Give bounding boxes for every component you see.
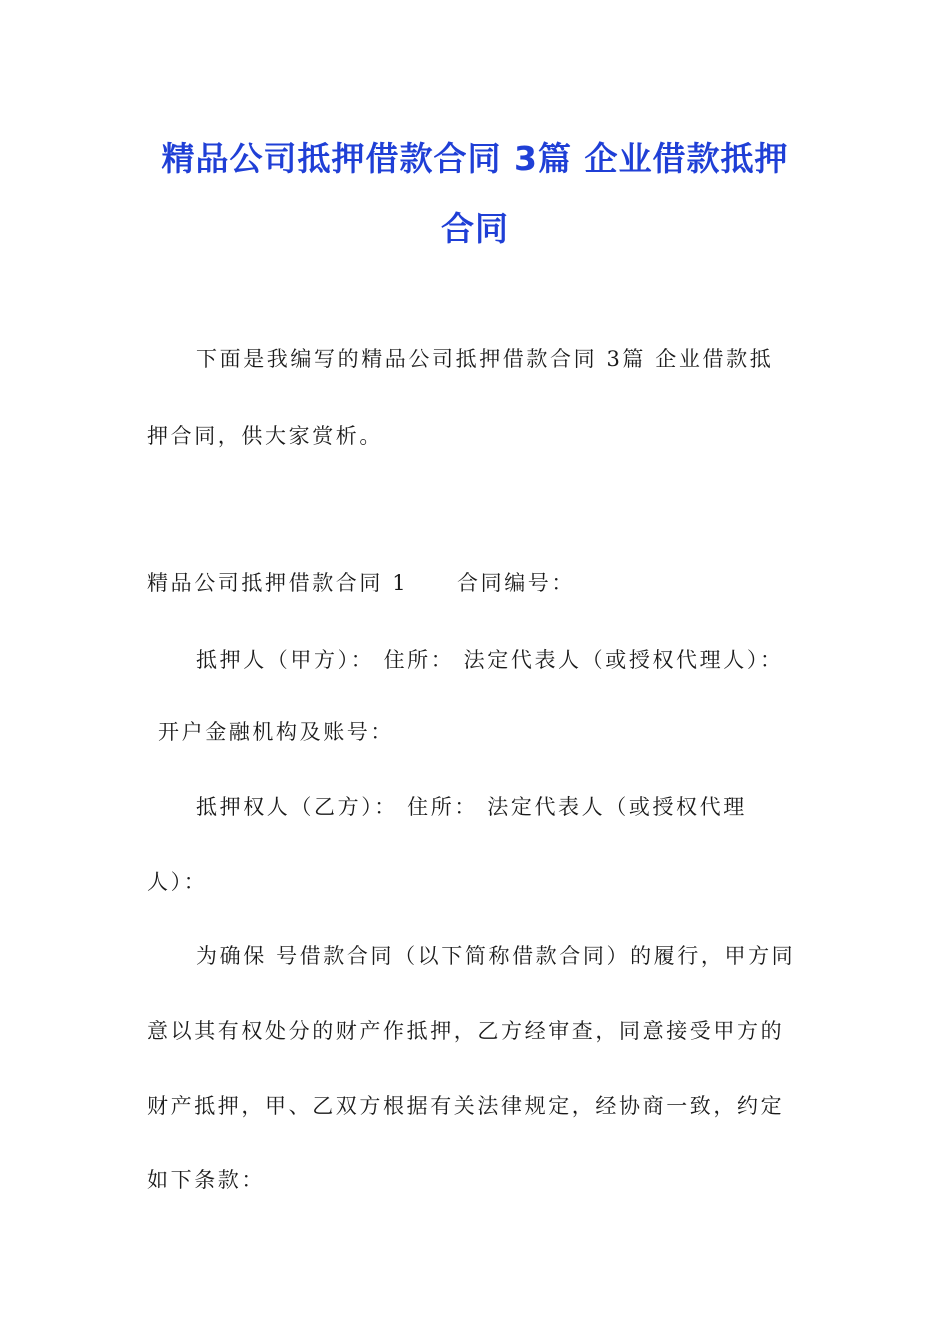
party-b-line-1: 抵押权人（乙方）： 住所： 法定代表人（或授权代理 [196, 795, 747, 819]
preamble-line-2: 意以其有权处分的财产作抵押，乙方经审查，同意接受甲方的 [147, 1019, 785, 1043]
party-a-line-2: 开户金融机构及账号： [158, 720, 394, 744]
intro-line-2: 押合同，供大家赏析。 [147, 424, 383, 448]
party-b-line-2: 人）： [147, 870, 208, 894]
document-title-line-2: 合同 [441, 209, 509, 248]
preamble-line-3: 财产抵押，甲、乙双方根据有关法律规定，经协商一致，约定 [147, 1094, 785, 1118]
preamble-line-4: 如下条款： [147, 1168, 265, 1192]
intro-line-1: 下面是我编写的精品公司抵押借款合同 3篇 企业借款抵 [196, 347, 774, 371]
party-a-line-1: 抵押人（甲方）： 住所： 法定代表人（或授权代理人）： [196, 648, 784, 672]
section-heading: 精品公司抵押借款合同 1 [147, 571, 409, 595]
contract-number-label: 合同编号： [457, 571, 575, 595]
preamble-line-1: 为确保 号借款合同（以下简称借款合同）的履行，甲方同 [196, 944, 796, 968]
document-title-line-1: 精品公司抵押借款合同 3篇 企业借款抵押 [161, 139, 789, 178]
